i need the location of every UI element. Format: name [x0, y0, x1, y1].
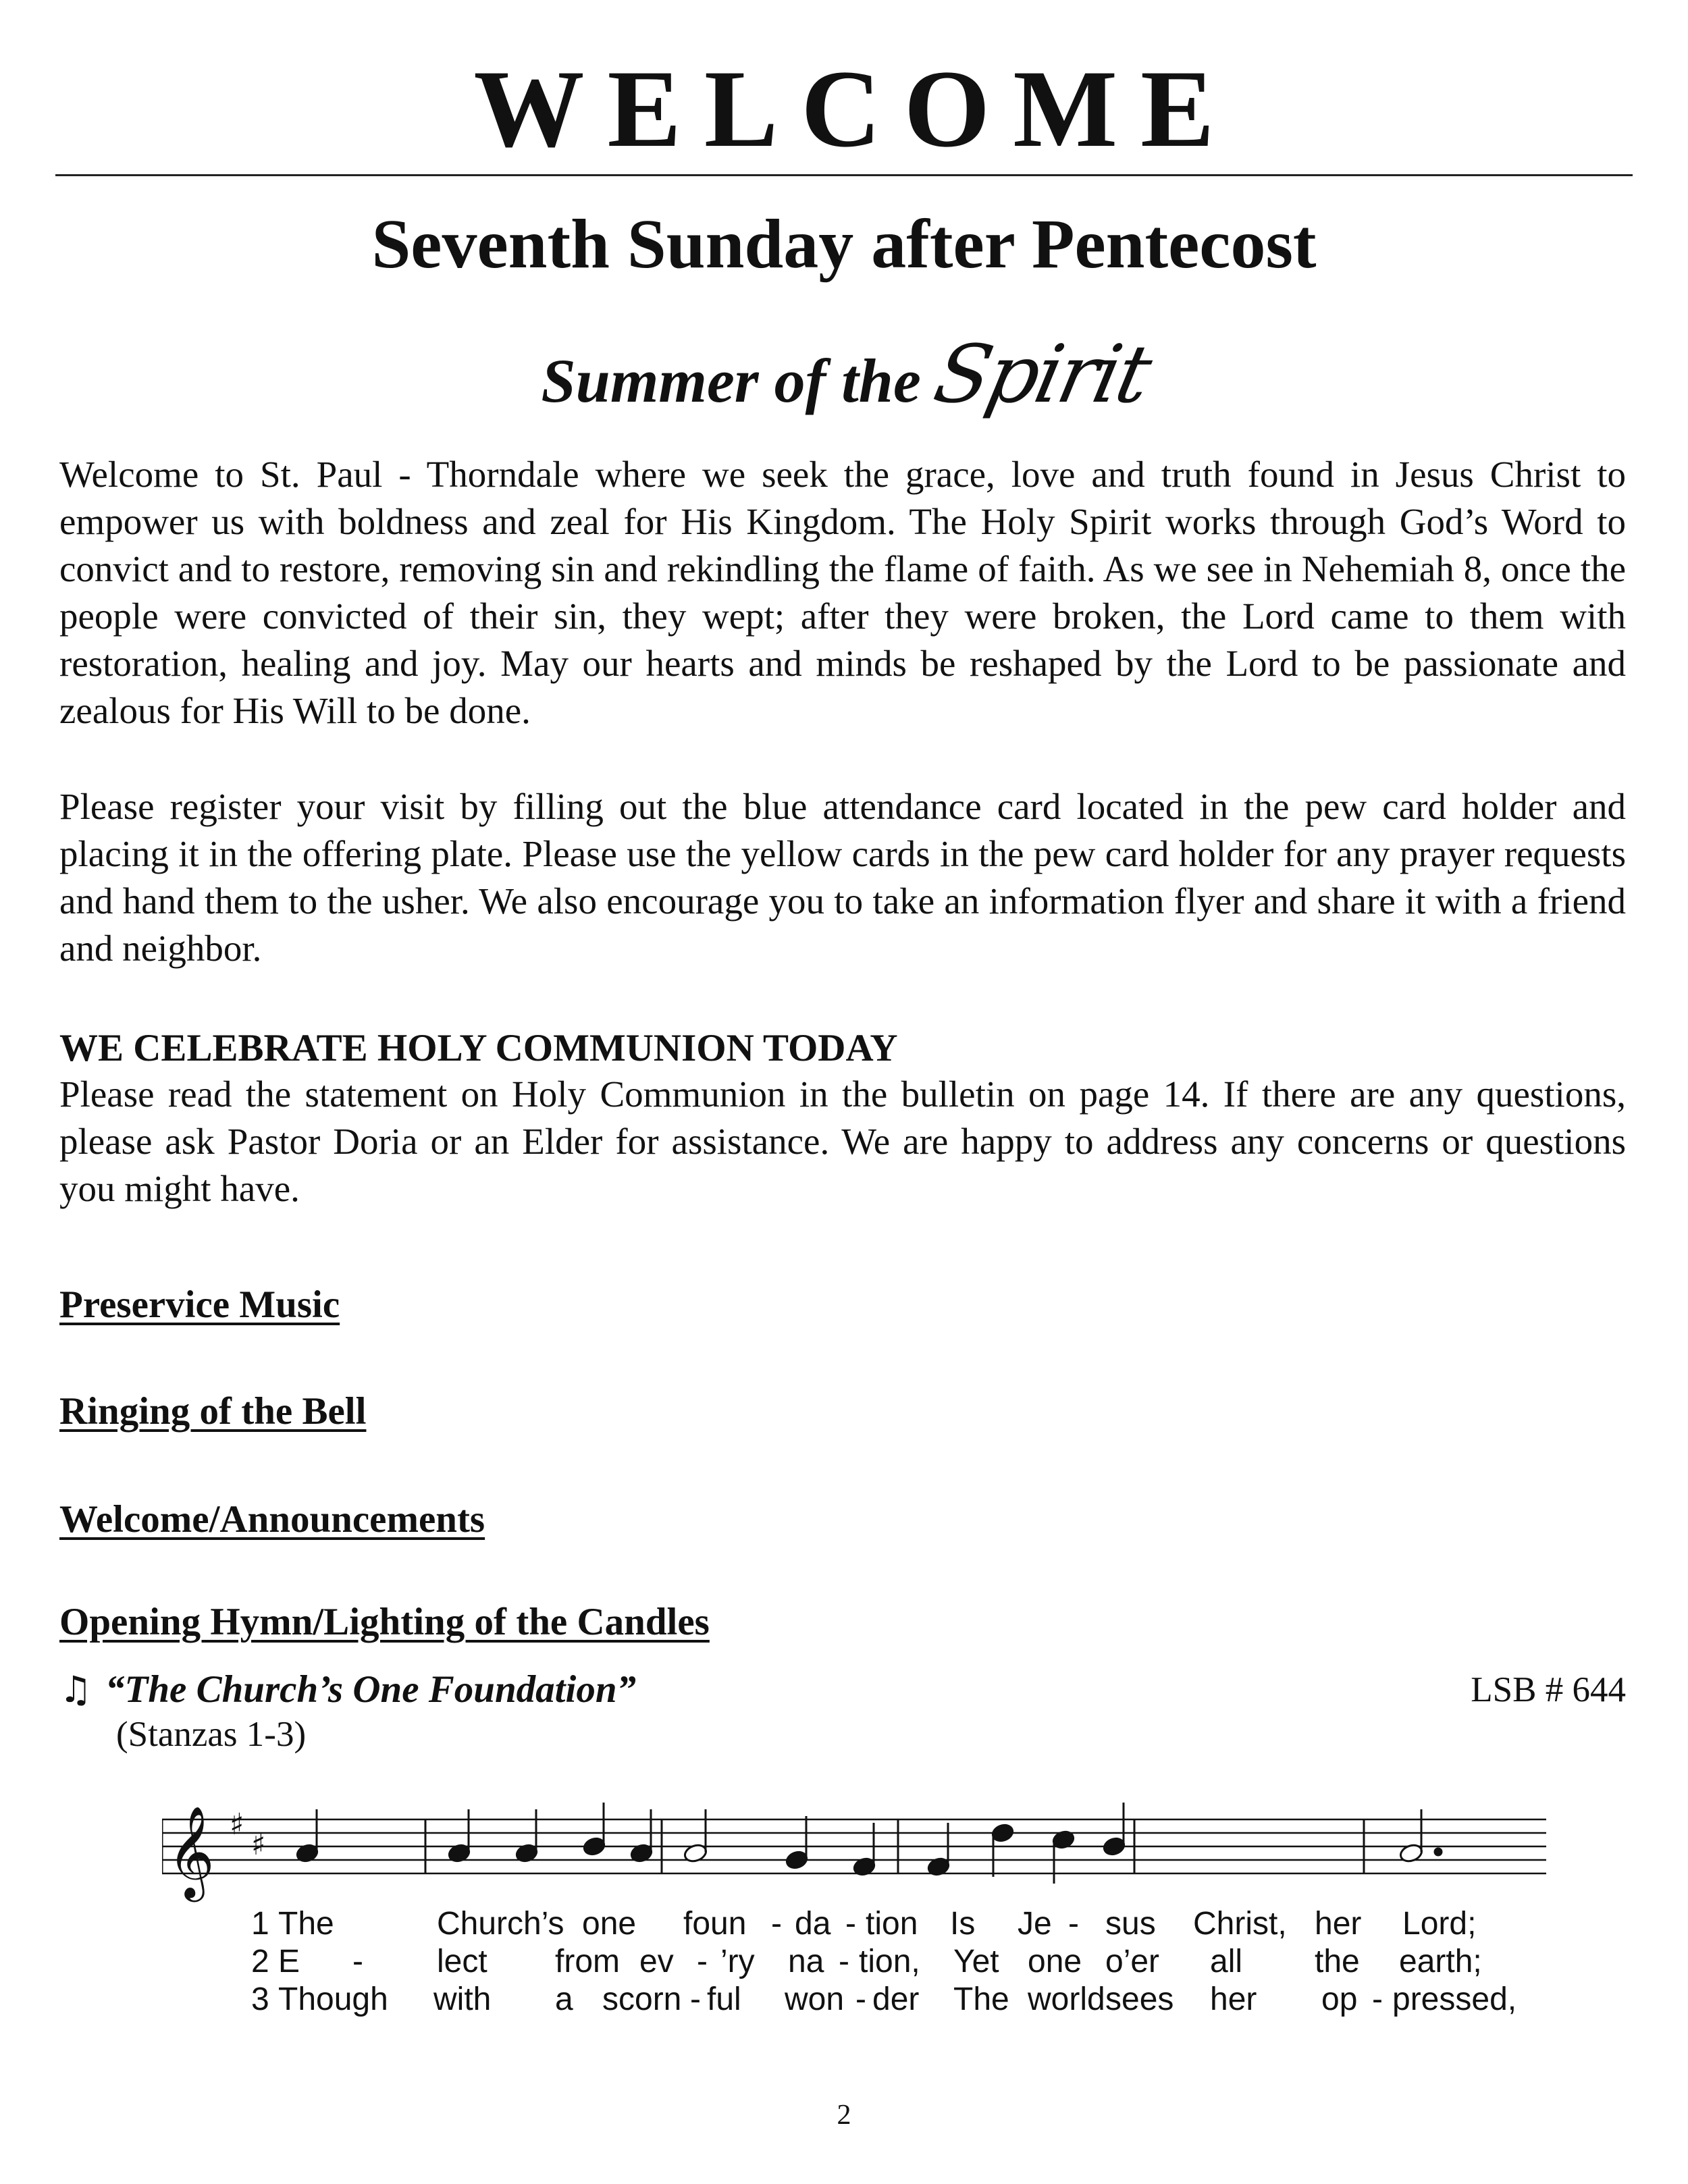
lyric-syllable: 2	[251, 1944, 269, 1979]
lyric-syllable: her	[1210, 1981, 1257, 2017]
lyric-syllable: sees	[1105, 1981, 1174, 2017]
theme-script-word: Spirit	[926, 327, 1157, 421]
lyric-syllable: -	[855, 1981, 866, 2017]
lyric-syllable: op	[1321, 1981, 1358, 2017]
lyric-syllable: tion,	[859, 1944, 920, 1979]
lyric-syllable: Is	[950, 1906, 976, 1942]
page-number: 2	[837, 2100, 851, 2131]
notes	[295, 1803, 1442, 1884]
theme-title	[0, 327, 1688, 421]
lyric-syllable: -	[845, 1906, 856, 1942]
lyric-syllable: -	[697, 1944, 708, 1979]
lyric-syllable: one	[1028, 1944, 1082, 1979]
lyric-syllable: Je	[1018, 1906, 1052, 1942]
lyric-syllable: won	[785, 1981, 845, 2017]
section-opening-hymn: Opening Hymn/Lighting of the Candles	[59, 1601, 710, 1643]
lyric-syllable: tion	[866, 1906, 918, 1942]
lyric-syllable: ev	[639, 1944, 674, 1979]
theme-prefix: Summer of the	[541, 346, 921, 415]
communion-heading: WE CELEBRATE HOLY COMMUNION TODAY	[59, 1027, 898, 1069]
lyric-syllable: from	[555, 1944, 620, 1979]
hymn-stanzas: (Stanzas 1-3)	[116, 1715, 307, 1754]
sharp-c-icon: ♯	[251, 1828, 266, 1862]
lyric-syllable: world	[1028, 1981, 1105, 2017]
hymn-title: “The Church’s One Foundation”	[105, 1668, 637, 1711]
lyric-line	[251, 1943, 1534, 1981]
treble-clef-icon: 𝄞	[167, 1805, 215, 1898]
section-preservice-music: Preservice Music	[59, 1283, 340, 1326]
lyric-syllable: -	[1372, 1981, 1383, 2017]
lyric-syllable: sus	[1105, 1906, 1156, 1942]
lyric-syllable: der	[872, 1981, 920, 2017]
lyric-syllable: Lord;	[1402, 1906, 1477, 1942]
hymn-header	[59, 1666, 1626, 1713]
lyric-syllable: 1	[251, 1906, 269, 1942]
lyric-syllable: na	[788, 1944, 824, 1979]
lyric-syllable: lect	[437, 1944, 487, 1979]
lyric-syllable: ful	[707, 1981, 741, 2017]
lyric-syllable: -	[352, 1944, 363, 1979]
music-note-icon: ♫	[59, 1668, 93, 1711]
registration-paragraph: Please register your visit by filling out the blue attendance card located in the pew card holder and placing it in the offering plate. Please use the yellow cards in the pew card holder for any prayer requests and hand them to the usher. We also encourage you to take an information flyer and share it with a friend and neighbor.	[59, 786, 1626, 969]
lyric-syllable: ’ry	[720, 1944, 755, 1979]
lyric-syllable: 3	[251, 1981, 269, 2017]
welcome-paragraph: Welcome to St. Paul - Thorndale where we seek the grace, love and truth found in Jesus Christ to empower us with boldness and zeal for His Kingdom. The Holy Spirit works through God’s Word to convict and to restore, removing sin and rekindling the flame of faith. As we see in Nehemiah 8, once the people were convicted of their sin, they wept; after they were broken, the Lord came to them with restoration, healing and joy. May our hearts and minds be reshaped by the Lord to be passionate and zealous for His Will to be done.	[59, 454, 1626, 731]
lyric-syllable: The	[953, 1981, 1009, 2017]
section-ringing-bell: Ringing of the Bell	[59, 1390, 367, 1433]
lyric-syllable: the	[1315, 1944, 1360, 1979]
lyric-syllable: -	[839, 1944, 849, 1979]
lyric-syllable: da	[795, 1906, 831, 1942]
lyric-syllable: E	[278, 1944, 300, 1979]
lyric-syllable: Christ,	[1193, 1906, 1287, 1942]
lyric-syllable: Though	[278, 1981, 388, 2017]
sharp-f-icon: ♯	[230, 1807, 244, 1842]
lyric-syllable: all	[1210, 1944, 1243, 1979]
lyric-syllable: -	[1068, 1906, 1079, 1942]
header-divider	[55, 174, 1633, 176]
communion-paragraph: Please read the statement on Holy Communion in the bulletin on page 14. If there are any questions, please ask Pastor Doria or an Elder for assistance. We are happy to address any concerns or questions you might have.	[59, 1073, 1626, 1209]
lyric-syllable: o’er	[1105, 1944, 1160, 1979]
lyric-syllable: The	[278, 1906, 334, 1942]
lyric-syllable: pressed,	[1392, 1981, 1517, 2017]
lyric-syllable: -	[690, 1981, 701, 2017]
lyric-syllable: her	[1315, 1906, 1362, 1942]
lyric-syllable: a	[555, 1981, 573, 2017]
lyric-syllable: scorn	[602, 1981, 682, 2017]
lyric-syllable: -	[771, 1906, 782, 1942]
lyric-syllable: one	[582, 1906, 637, 1942]
lyric-syllable: foun	[683, 1906, 747, 1942]
lyric-line	[251, 1981, 1534, 2019]
section-announcements: Welcome/Announcements	[59, 1498, 485, 1541]
hymn-lyrics	[251, 1905, 1534, 2019]
welcome-heading: WELCOME	[473, 48, 1238, 170]
occasion-title: Seventh Sunday after Pentecost	[371, 205, 1317, 283]
lyric-syllable: earth;	[1399, 1944, 1482, 1979]
hymn-number: LSB # 644	[1471, 1670, 1626, 1709]
lyric-line	[251, 1905, 1534, 1943]
lyric-syllable: Church’s	[437, 1906, 564, 1942]
music-staff	[162, 1792, 1546, 1907]
lyric-syllable: with	[433, 1981, 492, 2017]
lyric-syllable: Yet	[953, 1944, 999, 1979]
